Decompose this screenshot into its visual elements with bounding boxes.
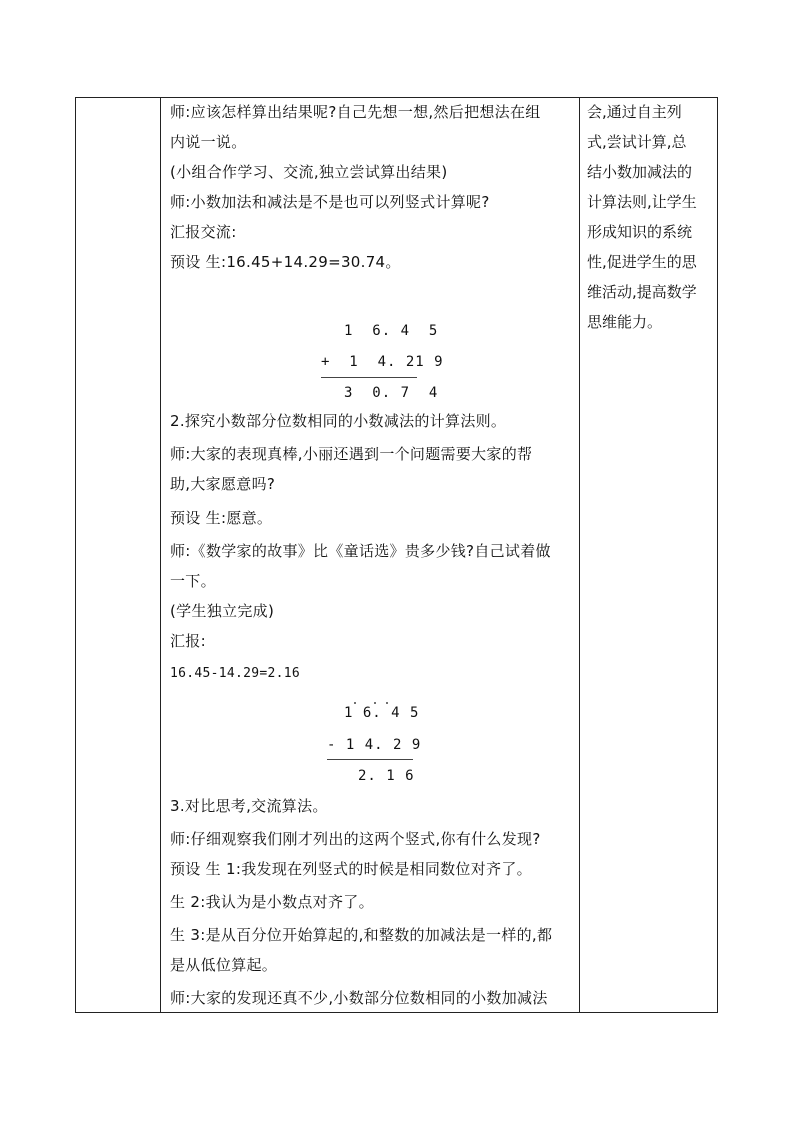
side-text-line: 会,通过自主列 [587,103,682,121]
process-column-cell [161,98,580,1013]
text-line: 师:仔细观察我们刚才列出的这两个竖式,你有什么发现? [170,830,541,848]
subtraction-row-1: 1 6. 4 5 [344,705,420,721]
text-line: 汇报: [170,632,206,650]
lesson-table [75,97,718,1013]
text-line: 师:《数学家的故事》比《童话选》贵多少钱?自己试着做 [170,542,551,560]
table-row [76,98,718,1013]
side-text-line: 式,尝试计算,总 [587,133,687,151]
text-line: 助,大家愿意吗? [170,475,276,493]
text-line: 师:应该怎样算出结果呢?自己先想一想,然后把想法在组 [170,103,541,121]
text-line: 一下。 [170,572,216,590]
text-line: 3.对比思考,交流算法。 [170,797,328,815]
text-line: 2.探究小数部分位数相同的小数减法的计算法则。 [170,412,507,430]
text-line: 16.45-14.29=2.16 [170,666,301,681]
side-text-line: 计算法则,让学生 [587,193,697,211]
addition-rule [321,377,417,378]
side-text-line: 思维能力。 [587,313,663,331]
subtraction-rule [327,759,413,760]
text-line: (学生独立完成) [170,602,275,620]
text-line: 汇报交流: [170,223,237,241]
side-text-line: 结小数加减法的 [587,163,693,181]
text-line: 是从低位算起。 [170,956,278,974]
addition-result: 3 0. 7 4 [344,385,439,401]
side-text-line: 形成知识的系统 [587,223,693,241]
text-line: 预设 生:16.45+14.29=30.74。 [170,253,401,271]
subtraction-result: 2. 1 6 [358,768,415,784]
text-line: 师:小数加法和减法是不是也可以列竖式计算呢? [170,193,490,211]
addition-row-2: + 1 4. 21 9 [321,354,444,370]
addition-row-1: 1 6. 4 5 [344,323,439,339]
design-intent-cell [580,98,718,1013]
subtraction-row-2: - 1 4. 2 9 [327,737,422,753]
text-line: 生 2:我认为是小数点对齐了。 [170,893,374,911]
side-text-line: 性,促进学生的思 [587,253,697,271]
left-column-cell [76,98,161,1013]
text-line: 师:大家的表现真棒,小丽还遇到一个问题需要大家的帮 [170,445,533,463]
text-line: (小组合作学习、交流,独立尝试算出结果) [170,163,448,181]
text-line: 生 3:是从百分位开始算起的,和整数的加减法是一样的,都 [170,926,553,944]
side-text-line: 维活动,提高数学 [587,283,697,301]
text-line: 内说一说。 [170,133,247,151]
text-line: 预设 生:愿意。 [170,509,273,527]
text-line: 师:大家的发现还真不少,小数部分位数相同的小数加减法 [170,989,548,1007]
text-line: 预设 生 1:我发现在列竖式的时候是相同数位对齐了。 [170,860,532,878]
